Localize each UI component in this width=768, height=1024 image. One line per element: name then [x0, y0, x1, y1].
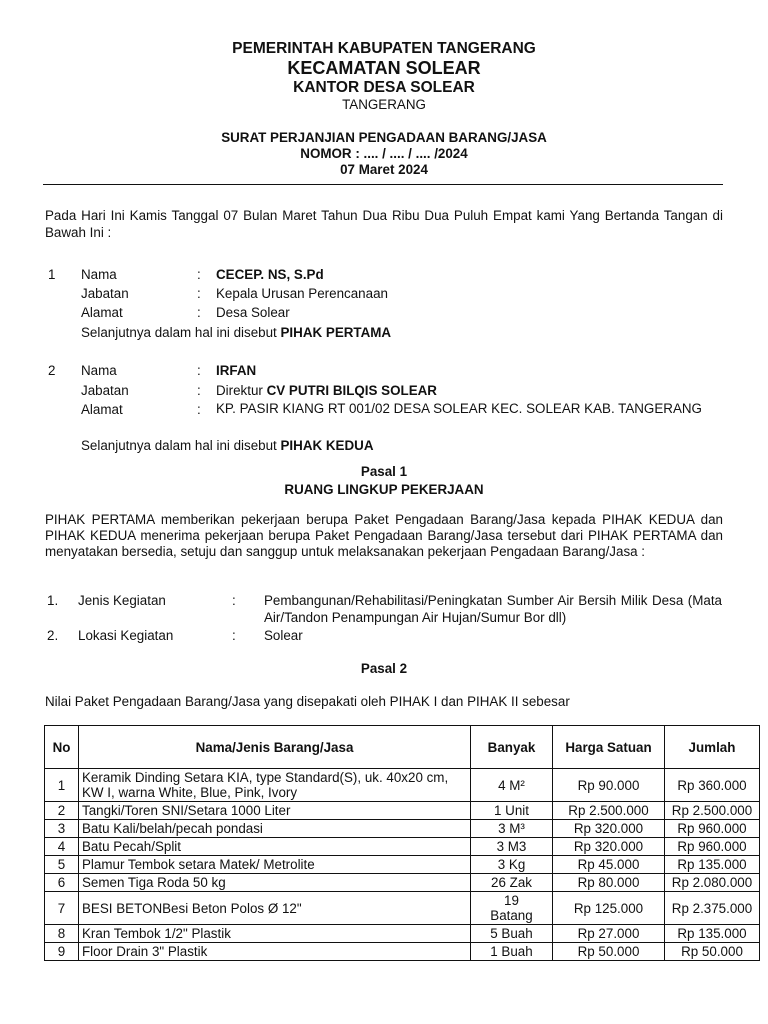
colon: :: [197, 402, 201, 417]
table-row: [45, 856, 760, 874]
party-one-address-label: Alamat: [81, 305, 123, 320]
party-two-position-label: Jabatan: [81, 383, 129, 398]
cell-name: BESI BETONBesi Beton Polos Ø 12": [79, 892, 471, 925]
party-two-number: 2: [48, 363, 56, 378]
cell-price: Rp 2.500.000: [553, 802, 665, 820]
cell-total: Rp 2.375.000: [665, 892, 760, 925]
party-one-address: Desa Solear: [216, 305, 290, 320]
list-item-number: 1.: [47, 593, 59, 608]
cell-total: Rp 960.000: [665, 838, 760, 856]
items-table: [44, 725, 760, 961]
article-one-subheading: RUANG LINGKUP PEKERJAAN: [284, 482, 484, 497]
cell-price: Rp 90.000: [553, 769, 665, 802]
list-item-value: Pembangunan/Rehabilitasi/Peningkatan Sumber Air Bersih Milik Desa (Mata Air/Tandon Penampungan Air Hujan/Sumur Bor dll): [264, 593, 722, 625]
table-row: [45, 802, 760, 820]
cell-price: Rp 125.000: [553, 892, 665, 925]
cell-no: 3: [45, 820, 79, 838]
colon: :: [197, 383, 201, 398]
document-number: NOMOR : .... / .... / .... /2024: [300, 146, 468, 161]
cell-qty: 1 Buah: [471, 943, 553, 961]
table-row: [45, 943, 760, 961]
cell-price: Rp 80.000: [553, 874, 665, 892]
party-one-number: 1: [48, 267, 56, 282]
cell-name: Batu Pecah/Split: [79, 838, 471, 856]
party-two-position-text: Direktur: [216, 383, 267, 398]
party-one-position: Kepala Urusan Perencanaan: [216, 286, 388, 301]
intro-paragraph: Pada Hari Ini Kamis Tanggal 07 Bulan Maret Tahun Dua Ribu Dua Puluh Empat kami Yang Bertanda Tangan di Bawah Ini :: [45, 208, 723, 240]
cell-total: Rp 2.080.000: [665, 874, 760, 892]
cell-total: Rp 50.000: [665, 943, 760, 961]
document-title-block: [0, 130, 768, 178]
cell-total: Rp 2.500.000: [665, 802, 760, 820]
list-item-number: 2.: [47, 628, 59, 643]
column-header-price: Harga Satuan: [553, 726, 665, 769]
table-row: [45, 838, 760, 856]
cell-qty: 3 M³: [471, 820, 553, 838]
letterhead-office: KANTOR DESA SOLEAR: [293, 79, 475, 96]
letterhead: [0, 40, 768, 113]
party-one-name-label: Nama: [81, 267, 117, 282]
colon: :: [197, 363, 201, 378]
cell-price: Rp 50.000: [553, 943, 665, 961]
letterhead-district: KECAMATAN SOLEAR: [287, 58, 481, 78]
article-one-heading: Pasal 1: [360, 464, 408, 479]
table-row: [45, 769, 760, 802]
colon: :: [197, 286, 201, 301]
cell-total: Rp 960.000: [665, 820, 760, 838]
cell-name: Batu Kali/belah/pecah pondasi: [79, 820, 471, 838]
cell-name: Tangki/Toren SNI/Setara 1000 Liter: [79, 802, 471, 820]
column-header-no: No: [45, 726, 79, 769]
colon: :: [232, 628, 236, 643]
cell-no: 4: [45, 838, 79, 856]
cell-no: 8: [45, 925, 79, 943]
cell-name: Floor Drain 3" Plastik: [79, 943, 471, 961]
cell-no: 1: [45, 769, 79, 802]
party-two-address-label: Alamat: [81, 402, 123, 417]
table-row: [45, 874, 760, 892]
party-two-designation: [81, 437, 721, 454]
party-two-company: CV PUTRI BILQIS SOLEAR: [266, 383, 437, 398]
colon: :: [232, 593, 236, 608]
cell-name: Keramik Dinding Setara KIA, type Standard(S), uk. 40x20 cm, KW I, warna White, Blue, Pink, Ivory: [79, 769, 471, 802]
cell-no: 7: [45, 892, 79, 925]
cell-no: 2: [45, 802, 79, 820]
cell-total: Rp 135.000: [665, 856, 760, 874]
cell-price: Rp 320.000: [553, 838, 665, 856]
table-row: [45, 925, 760, 943]
party-one-position-label: Jabatan: [81, 286, 129, 301]
party-two-designation-text: Selanjutnya dalam hal ini disebut: [81, 438, 281, 453]
cell-total: Rp 360.000: [665, 769, 760, 802]
column-header-name: Nama/Jenis Barang/Jasa: [79, 726, 471, 769]
party-two-address: KP. PASIR KIANG RT 001/02 DESA SOLEAR KEC. SOLEAR KAB. TANGERANG: [216, 401, 702, 416]
party-one-designation: [81, 324, 721, 341]
cell-no: 5: [45, 856, 79, 874]
article-two-heading: Pasal 2: [360, 661, 408, 676]
cell-no: 6: [45, 874, 79, 892]
document-title: SURAT PERJANJIAN PENGADAAN BARANG/JASA: [221, 130, 547, 145]
cell-qty: 3 Kg: [471, 856, 553, 874]
cell-qty: 26 Zak: [471, 874, 553, 892]
party-two-position: [216, 382, 722, 399]
list-item-label: Jenis Kegiatan: [78, 593, 166, 608]
header-divider: [43, 184, 723, 185]
party-two-role: PIHAK KEDUA: [280, 438, 374, 453]
cell-qty: 1 Unit: [471, 802, 553, 820]
cell-no: 9: [45, 943, 79, 961]
letterhead-city: TANGERANG: [342, 97, 426, 112]
cell-qty: 5 Buah: [471, 925, 553, 943]
colon: :: [197, 305, 201, 320]
cell-price: Rp 45.000: [553, 856, 665, 874]
party-one-designation-text: Selanjutnya dalam hal ini disebut: [81, 325, 281, 340]
party-two-name-label: Nama: [81, 363, 117, 378]
cell-price: Rp 27.000: [553, 925, 665, 943]
cell-name: Plamur Tembok setara Matek/ Metrolite: [79, 856, 471, 874]
party-one-name: CECEP. NS, S.Pd: [216, 267, 324, 282]
article-one-body: PIHAK PERTAMA memberikan pekerjaan berupa Paket Pengadaan Barang/Jasa kepada PIHAK KEDUA dan PIHAK KEDUA menerima pekerjaan berupa Paket Pengadaan Barang/Jasa tersebut dari PIHAK PERTAMA dan menyatakan bersedia, setuju dan sanggup untuk melaksanakan pekerjaan Pengadaan Barang/Jasa :: [45, 512, 723, 559]
table-header-row: [45, 726, 760, 769]
column-header-qty: Banyak: [471, 726, 553, 769]
table-row: [45, 820, 760, 838]
list-item-label: Lokasi Kegiatan: [78, 628, 174, 643]
cell-qty: 4 M²: [471, 769, 553, 802]
document-date: 07 Maret 2024: [340, 162, 428, 177]
list-item-value: Solear: [264, 628, 303, 643]
cell-qty: 19 Batang: [471, 892, 553, 925]
party-one-role: PIHAK PERTAMA: [280, 325, 392, 340]
article-two-body: Nilai Paket Pengadaan Barang/Jasa yang disepakati oleh PIHAK I dan PIHAK II sebesar: [45, 694, 570, 709]
cell-qty: 3 M3: [471, 838, 553, 856]
cell-total: Rp 135.000: [665, 925, 760, 943]
cell-price: Rp 320.000: [553, 820, 665, 838]
cell-name: Semen Tiga Roda 50 kg: [79, 874, 471, 892]
party-two-name: IRFAN: [216, 363, 257, 378]
column-header-total: Jumlah: [665, 726, 760, 769]
colon: :: [197, 267, 201, 282]
letterhead-government: PEMERINTAH KABUPATEN TANGERANG: [232, 40, 536, 57]
cell-name: Kran Tembok 1/2" Plastik: [79, 925, 471, 943]
table-row: [45, 892, 760, 925]
